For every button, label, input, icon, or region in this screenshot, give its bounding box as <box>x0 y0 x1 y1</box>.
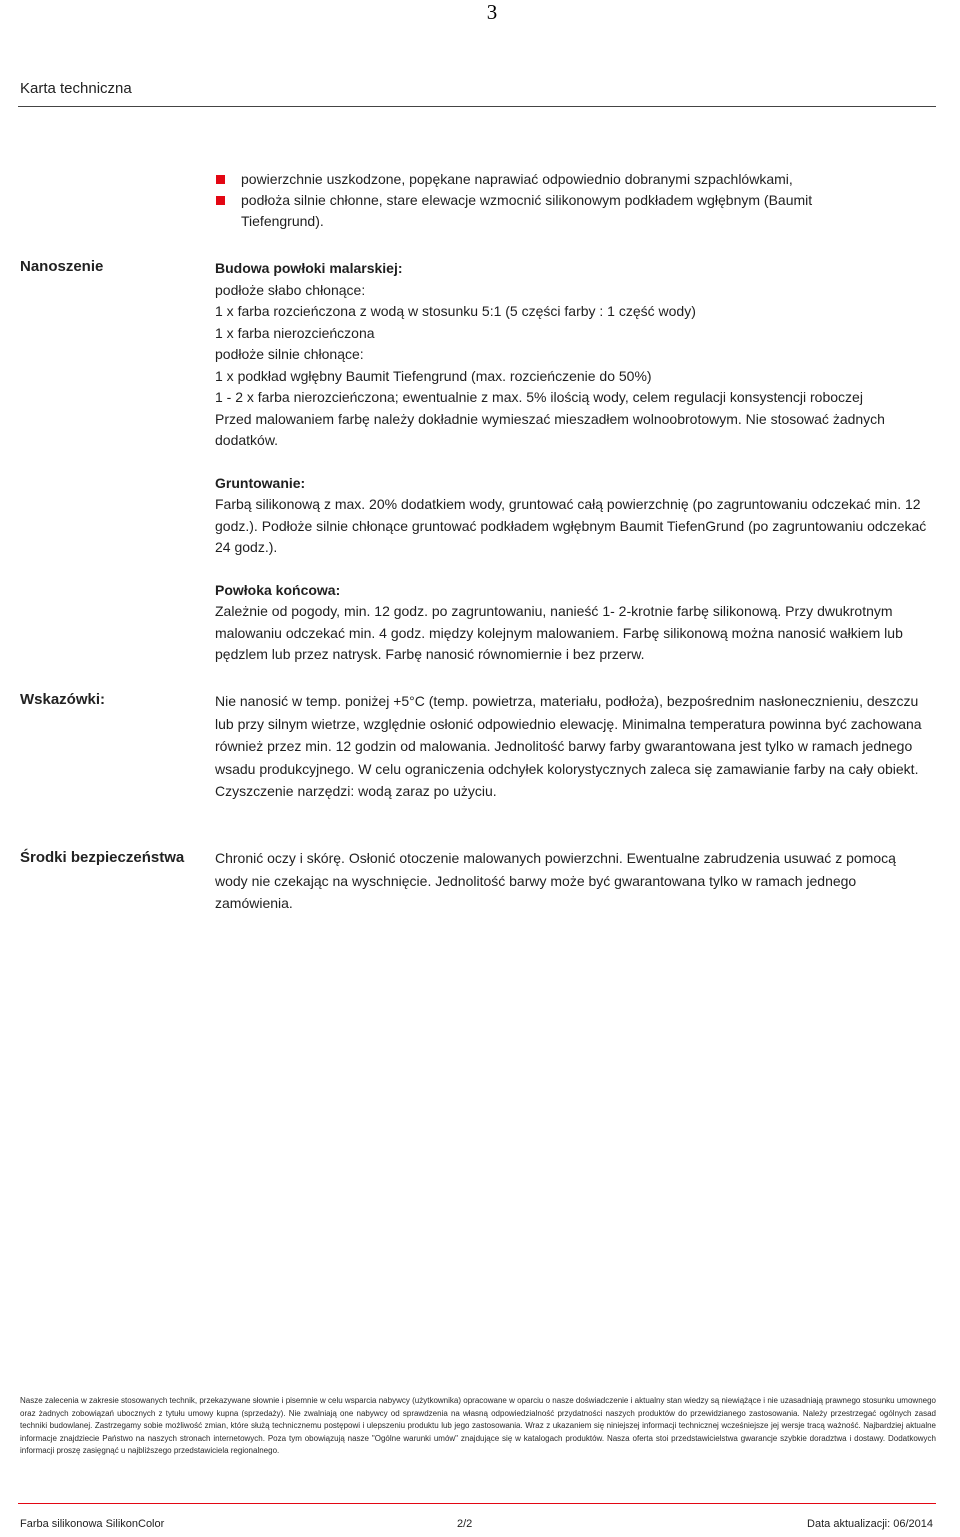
budowa-line: 1 x farba rozcieńczona z wodą w stosunku 5:1 (5 części farby : 1 część wody) <box>215 303 696 319</box>
subheading-powloka: Powłoka końcowa: <box>215 581 341 598</box>
document-title: Karta techniczna <box>20 80 132 97</box>
subsection-powloka <box>215 580 937 666</box>
budowa-line: 1 x farba nierozcieńczona <box>215 324 375 341</box>
preparation-bullet-list <box>214 169 894 232</box>
budowa-line: podłoże silnie chłonące: <box>215 346 364 362</box>
section-body-srodki <box>215 847 927 915</box>
srodki-text: Chronić oczy i skórę. Osłonić otoczenie malowanych powierzchni. Ewentualne zabrudzenia usuwać z pomocą wody nie czekając na wyschnięcie. Jednolitość barwy może być gwarantowana tylko w ramach jednego zamówienia. <box>215 850 896 912</box>
budowa-line: podłoże słabo chłonące: <box>215 281 366 298</box>
red-square-bullet-icon <box>216 196 225 205</box>
section-label-wskazowki: Wskazówki: <box>20 691 106 708</box>
subsection-budowa <box>215 258 937 452</box>
section-label-srodki: Środki bezpieczeństwa <box>20 849 185 866</box>
subheading-budowa: Budowa powłoki malarskiej: <box>215 260 403 276</box>
list-item <box>214 190 894 232</box>
subsection-gruntowanie <box>215 473 937 559</box>
footer-page-indicator: 2/2 <box>457 1518 473 1530</box>
powloka-text: Zależnie od pogody, min. 12 godz. po zagruntowaniu, nanieść 1- 2-krotnie farbę silikonową. Przy dwukrotnym malowaniu odczekać min. 4 godz. między kolejnym malowaniem. Farbę silikonową można nanosić wałkiem lub pędzlem lub przez natrysk. Farbę nanosić równomiernie i bez przerw. <box>215 603 903 662</box>
bullet-text: powierzchnie uszkodzone, popękane naprawiać odpowiednio dobranymi szpachlówkami, <box>241 171 793 187</box>
footer-product-name: Farba silikonowa SilikonColor <box>20 1518 165 1530</box>
section-label-nanoszenie: Nanoszenie <box>20 258 104 275</box>
footer-divider <box>18 1503 936 1504</box>
red-square-bullet-icon <box>216 175 225 184</box>
footer-update-date: Data aktualizacji: 06/2014 <box>807 1518 933 1530</box>
wskazowki-text: Nie nanosić w temp. poniżej +5°C (temp. powietrza, materiału, podłoża), bezpośrednim nasłonecznieniu, deszczu lub przy silnym wietrze, względnie osłonić odpowiednio elewację. Minimalna temperatura powinna być zachowana również przez min. 12 godzin od malowania. Jednolitość barwy farby gwarantowana jest tylko w ramach jednego wsadu produkcyjnego. W celu ograniczenia odchyłek kolorystycznych zaleca się zamawianie farby na cały obiekt. Czyszczenie narzędzi: wodą zaraz po użyciu. <box>215 693 922 800</box>
gruntowanie-text: Farbą silikonową z max. 20% dodatkiem wody, gruntować całą powierzchnię (po zagruntowaniu odczekać min. 12 godz.). Podłoże silnie chłonące gruntować podkładem wgłębnym Baumit TiefenGrund (po zagruntowaniu odczekać 24 godz.). <box>215 496 927 555</box>
subheading-gruntowanie: Gruntowanie: <box>215 474 306 491</box>
bullet-text: podłoża silnie chłonne, stare elewacje wzmocnić silikonowym podkładem wgłębnym (Baumit Tiefengrund). <box>241 192 813 229</box>
section-body-nanoszenie <box>215 258 937 666</box>
budowa-line: 1 - 2 x farba nierozcieńczona; ewentualnie z max. 5% ilością wody, celem regulacji konsystencji roboczej <box>215 389 863 405</box>
section-body-wskazowki <box>215 690 937 803</box>
budowa-line: Przed malowaniem farbę należy dokładnie wymieszać mieszadłem wolnoobrotowym. Nie stosować żadnych dodatków. <box>215 410 885 448</box>
page-number: 3 <box>486 0 498 24</box>
list-item <box>214 169 894 190</box>
budowa-line: 1 x podkład wgłębny Baumit Tiefengrund (max. rozcieńczenie do 50%) <box>215 367 652 384</box>
legal-disclaimer: Nasze zalecenia w zakresie stosowanych technik, przekazywane słownie i pisemnie w celu wsparcia nabywcy (użytkownika) opracowane w oparciu o nasze doświadczenie i aktualny stan wiedzy są niewiążące i nie uzasadniają prawnego stosunku umownego oraz żadnych zobowiązań ubocznych z tytułu umowy kupna (sprzedaży). Nie zwalniają one nabywcy od sprawdzenia na własną odpowiedzialność przydatności naszych produktów do przewidzianego zastosowania. Należy przestrzegać ogólnych zasad techniki budowlanej. Zastrzegamy sobie możliwość zmian, które służą technicznemu postępowi i ulepszeniu produktu lub jego zastosowania. Wraz z ukazaniem się niniejszej informacji technicznej wcześniejsze jej wersje tracą ważność. Najbardziej aktualne informacje znajdziecie Państwo na naszych stronach internetowych. Poza tym obowiązują nasze "Ogólne warunki umów" znajdujące się w katalogach produktów. Nasza oferta stoi przedstawicielstwa gwarancje szybkie doradztwa i dostawy. Dodatkowych informacji proszę zasięgnąć u najbliższego przedstawiciela regionalnego. <box>20 1396 936 1455</box>
header-divider <box>18 106 936 107</box>
